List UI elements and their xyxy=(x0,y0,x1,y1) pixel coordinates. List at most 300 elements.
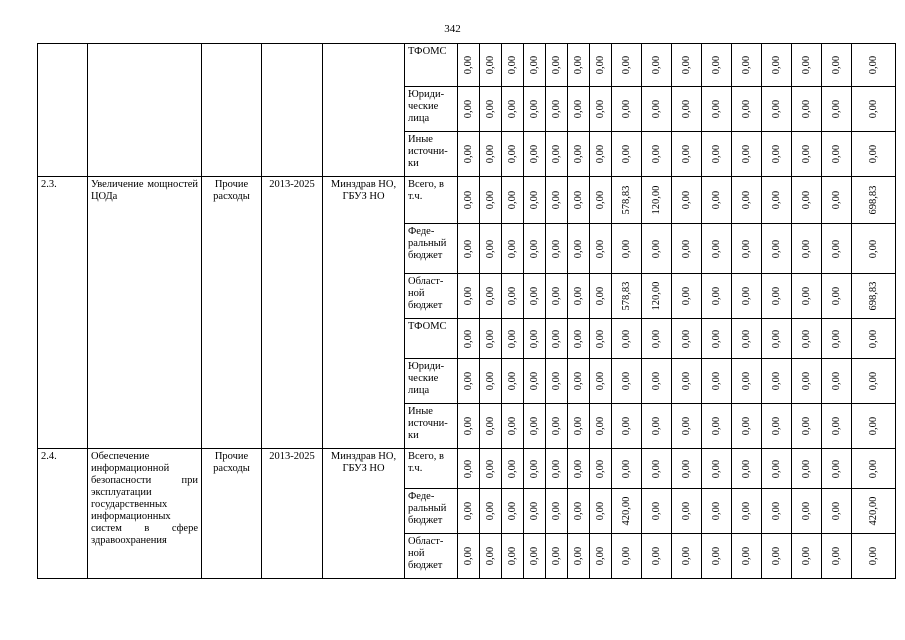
value-cell xyxy=(762,177,792,224)
value-cell xyxy=(672,449,702,489)
period: 2013-2025 xyxy=(262,177,323,449)
value-cell xyxy=(480,359,502,404)
value-cell xyxy=(590,449,612,489)
value-cell xyxy=(762,489,792,534)
value-cell xyxy=(672,319,702,359)
value-text: 0,00 xyxy=(867,546,879,566)
value-text: 0,00 xyxy=(506,459,518,478)
executor: Минздрав НО, ГБУЗ НО xyxy=(323,449,405,579)
value-text: 0,00 xyxy=(620,239,632,258)
value-cell xyxy=(642,489,672,534)
value-cell xyxy=(702,489,732,534)
value-text: 0,00 xyxy=(770,371,782,391)
value-text: 0,00 xyxy=(650,55,662,75)
value-text: 0,00 xyxy=(770,190,782,210)
value-cell xyxy=(546,404,568,449)
value-cell xyxy=(524,44,546,87)
value-cell xyxy=(852,534,896,579)
value-cell xyxy=(458,87,480,132)
value-cell xyxy=(568,87,590,132)
value-cell xyxy=(612,177,642,224)
value-cell xyxy=(568,319,590,359)
source-label: Иные источни-ки xyxy=(405,132,458,177)
value-text: 0,00 xyxy=(462,55,474,75)
value-text: 0,00 xyxy=(572,190,584,210)
value-text: 0,00 xyxy=(484,190,496,210)
value-cell xyxy=(732,87,762,132)
value-cell xyxy=(732,534,762,579)
value-cell xyxy=(762,319,792,359)
value-cell xyxy=(762,132,792,177)
value-text: 0,00 xyxy=(528,329,540,348)
source-label: ТФОМС xyxy=(405,44,458,87)
value-cell xyxy=(480,44,502,87)
source-label: Юриди-ческие лица xyxy=(405,87,458,132)
value-text: 0,00 xyxy=(680,239,692,258)
value-text: 0,00 xyxy=(572,286,584,306)
value-text: 0,00 xyxy=(680,190,692,210)
value-text: 0,00 xyxy=(528,144,540,164)
value-cell xyxy=(480,534,502,579)
value-text: 0,00 xyxy=(770,144,782,164)
value-cell xyxy=(852,44,896,87)
value-text: 0,00 xyxy=(528,239,540,258)
value-cell xyxy=(642,177,672,224)
source-label: Всего, в т.ч. xyxy=(405,449,458,489)
value-text: 698,83 xyxy=(867,281,879,311)
value-cell xyxy=(672,132,702,177)
value-text: 0,00 xyxy=(550,371,562,391)
value-text: 0,00 xyxy=(484,99,496,119)
value-text: 0,00 xyxy=(572,371,584,391)
value-text: 120,00 xyxy=(650,185,662,215)
value-cell xyxy=(612,44,642,87)
budget-table xyxy=(37,43,896,579)
value-text: 0,00 xyxy=(506,55,518,75)
value-text: 0,00 xyxy=(800,459,812,478)
value-text: 0,00 xyxy=(620,371,632,391)
value-text: 0,00 xyxy=(740,371,752,391)
value-cell xyxy=(672,177,702,224)
value-text: 0,00 xyxy=(650,501,662,521)
value-cell xyxy=(732,359,762,404)
value-cell xyxy=(762,274,792,319)
source-label: Област-ной бюджет xyxy=(405,274,458,319)
value-cell xyxy=(852,404,896,449)
value-text: 0,00 xyxy=(484,239,496,258)
value-text: 0,00 xyxy=(650,416,662,436)
item-name: Обеспечение информационной безопасности при эксплуатации государственных информационных систем в сфере здравоохранения xyxy=(88,449,202,579)
value-text: 0,00 xyxy=(680,55,692,75)
value-cell xyxy=(852,132,896,177)
value-text: 0,00 xyxy=(528,55,540,75)
value-cell xyxy=(546,177,568,224)
value-cell xyxy=(524,489,546,534)
value-text: 0,00 xyxy=(594,144,606,164)
value-cell xyxy=(672,359,702,404)
number-cell xyxy=(38,44,88,177)
value-cell xyxy=(642,319,672,359)
value-text: 0,00 xyxy=(550,329,562,348)
value-text: 0,00 xyxy=(484,416,496,436)
value-text: 0,00 xyxy=(770,55,782,75)
value-cell xyxy=(546,534,568,579)
value-text: 0,00 xyxy=(462,286,474,306)
value-cell xyxy=(822,44,852,87)
value-text: 0,00 xyxy=(680,144,692,164)
value-text: 578,83 xyxy=(620,281,632,311)
value-text: 0,00 xyxy=(506,501,518,521)
value-text: 0,00 xyxy=(462,329,474,348)
value-text: 0,00 xyxy=(594,190,606,210)
value-text: 0,00 xyxy=(594,239,606,258)
value-text: 0,00 xyxy=(800,501,812,521)
value-text: 0,00 xyxy=(770,239,782,258)
value-cell xyxy=(480,449,502,489)
value-text: 0,00 xyxy=(620,546,632,566)
value-text: 0,00 xyxy=(594,329,606,348)
value-cell xyxy=(762,87,792,132)
value-text: 0,00 xyxy=(770,286,782,306)
value-cell xyxy=(642,132,672,177)
value-text: 0,00 xyxy=(770,416,782,436)
value-text: 0,00 xyxy=(462,416,474,436)
value-cell xyxy=(480,177,502,224)
value-cell xyxy=(524,404,546,449)
value-text: 0,00 xyxy=(740,546,752,566)
value-text: 420,00 xyxy=(620,496,632,526)
value-text: 0,00 xyxy=(620,329,632,348)
value-text: 0,00 xyxy=(462,501,474,521)
value-text: 0,00 xyxy=(572,501,584,521)
value-cell xyxy=(480,224,502,274)
value-text: 0,00 xyxy=(710,459,722,478)
value-cell xyxy=(852,489,896,534)
value-text: 0,00 xyxy=(484,55,496,75)
table-row xyxy=(38,177,896,224)
value-cell xyxy=(546,359,568,404)
value-text: 0,00 xyxy=(680,546,692,566)
value-cell xyxy=(792,274,822,319)
value-cell xyxy=(590,87,612,132)
value-cell xyxy=(822,87,852,132)
source-label: Феде-ральный бюджет xyxy=(405,224,458,274)
value-cell xyxy=(672,44,702,87)
value-cell xyxy=(792,319,822,359)
item-number: 2.3. xyxy=(38,177,88,449)
value-text: 120,00 xyxy=(650,281,662,311)
value-text: 0,00 xyxy=(572,99,584,119)
value-cell xyxy=(822,177,852,224)
value-cell xyxy=(458,449,480,489)
value-text: 0,00 xyxy=(550,239,562,258)
value-cell xyxy=(590,534,612,579)
value-cell xyxy=(546,489,568,534)
value-text: 0,00 xyxy=(462,190,474,210)
value-cell xyxy=(458,177,480,224)
value-text: 0,00 xyxy=(506,546,518,566)
value-text: 0,00 xyxy=(867,329,879,348)
value-text: 0,00 xyxy=(830,546,842,566)
value-text: 0,00 xyxy=(680,99,692,119)
value-cell xyxy=(792,489,822,534)
value-text: 0,00 xyxy=(867,416,879,436)
value-cell xyxy=(458,489,480,534)
value-cell xyxy=(458,274,480,319)
value-cell xyxy=(524,359,546,404)
value-text: 0,00 xyxy=(800,55,812,75)
value-cell xyxy=(702,177,732,224)
value-cell xyxy=(612,319,642,359)
value-text: 0,00 xyxy=(550,416,562,436)
value-text: 0,00 xyxy=(620,416,632,436)
value-text: 0,00 xyxy=(572,239,584,258)
value-cell xyxy=(852,177,896,224)
value-text: 0,00 xyxy=(506,190,518,210)
value-cell xyxy=(822,224,852,274)
value-text: 0,00 xyxy=(800,99,812,119)
value-text: 0,00 xyxy=(710,286,722,306)
value-text: 0,00 xyxy=(680,459,692,478)
source-label: Всего, в т.ч. xyxy=(405,177,458,224)
value-text: 0,00 xyxy=(550,501,562,521)
value-cell xyxy=(524,274,546,319)
expense-type-cell xyxy=(202,44,262,177)
value-text: 0,00 xyxy=(620,99,632,119)
period-cell xyxy=(262,44,323,177)
value-cell xyxy=(546,132,568,177)
value-cell xyxy=(642,87,672,132)
value-cell xyxy=(480,489,502,534)
value-text: 0,00 xyxy=(800,239,812,258)
value-text: 0,00 xyxy=(462,144,474,164)
value-text: 0,00 xyxy=(710,190,722,210)
value-text: 0,00 xyxy=(594,546,606,566)
value-cell xyxy=(732,224,762,274)
value-cell xyxy=(480,404,502,449)
period: 2013-2025 xyxy=(262,449,323,579)
value-text: 0,00 xyxy=(650,459,662,478)
value-cell xyxy=(590,224,612,274)
value-text: 0,00 xyxy=(680,501,692,521)
value-text: 0,00 xyxy=(680,329,692,348)
value-cell xyxy=(822,319,852,359)
table-row xyxy=(38,44,896,87)
value-text: 0,00 xyxy=(528,416,540,436)
value-cell xyxy=(762,359,792,404)
value-text: 0,00 xyxy=(740,459,752,478)
value-text: 0,00 xyxy=(620,144,632,164)
value-cell xyxy=(502,404,524,449)
value-text: 0,00 xyxy=(594,459,606,478)
value-text: 0,00 xyxy=(594,371,606,391)
value-text: 0,00 xyxy=(484,286,496,306)
value-cell xyxy=(702,44,732,87)
value-text: 0,00 xyxy=(484,144,496,164)
value-cell xyxy=(458,534,480,579)
value-text: 0,00 xyxy=(800,190,812,210)
value-text: 0,00 xyxy=(740,144,752,164)
value-text: 0,00 xyxy=(800,286,812,306)
value-cell xyxy=(612,87,642,132)
value-cell xyxy=(502,177,524,224)
value-text: 0,00 xyxy=(740,55,752,75)
value-cell xyxy=(502,359,524,404)
value-text: 0,00 xyxy=(867,55,879,75)
value-cell xyxy=(524,224,546,274)
value-text: 0,00 xyxy=(550,99,562,119)
value-text: 0,00 xyxy=(710,501,722,521)
value-cell xyxy=(852,87,896,132)
value-cell xyxy=(642,224,672,274)
value-cell xyxy=(792,359,822,404)
value-cell xyxy=(702,87,732,132)
value-cell xyxy=(762,534,792,579)
value-text: 0,00 xyxy=(800,329,812,348)
value-cell xyxy=(732,274,762,319)
value-cell xyxy=(524,177,546,224)
expense-type: Прочие расходы xyxy=(202,177,262,449)
value-cell xyxy=(612,132,642,177)
value-text: 0,00 xyxy=(830,239,842,258)
value-cell xyxy=(642,359,672,404)
value-cell xyxy=(546,319,568,359)
value-text: 0,00 xyxy=(594,99,606,119)
value-cell xyxy=(672,274,702,319)
value-cell xyxy=(458,319,480,359)
value-cell xyxy=(458,404,480,449)
value-cell xyxy=(642,44,672,87)
value-text: 0,00 xyxy=(572,144,584,164)
source-label: Юриди-ческие лица xyxy=(405,359,458,404)
value-cell xyxy=(480,87,502,132)
value-text: 0,00 xyxy=(462,371,474,391)
value-cell xyxy=(762,449,792,489)
value-text: 0,00 xyxy=(867,459,879,478)
value-cell xyxy=(502,44,524,87)
value-text: 0,00 xyxy=(830,99,842,119)
value-text: 0,00 xyxy=(462,99,474,119)
value-cell xyxy=(672,489,702,534)
value-cell xyxy=(732,44,762,87)
page-number: 342 xyxy=(444,23,461,35)
value-cell xyxy=(702,359,732,404)
value-cell xyxy=(702,319,732,359)
value-cell xyxy=(822,274,852,319)
value-cell xyxy=(458,224,480,274)
value-cell xyxy=(792,44,822,87)
value-cell xyxy=(792,404,822,449)
value-text: 0,00 xyxy=(830,190,842,210)
value-cell xyxy=(852,319,896,359)
value-text: 0,00 xyxy=(528,99,540,119)
value-text: 0,00 xyxy=(620,459,632,478)
value-text: 0,00 xyxy=(650,144,662,164)
value-cell xyxy=(524,132,546,177)
value-cell xyxy=(568,274,590,319)
value-text: 0,00 xyxy=(680,416,692,436)
value-cell xyxy=(590,274,612,319)
value-cell xyxy=(568,224,590,274)
source-label: Иные источни-ки xyxy=(405,404,458,449)
value-text: 0,00 xyxy=(506,239,518,258)
value-cell xyxy=(672,404,702,449)
value-text: 0,00 xyxy=(740,416,752,436)
value-cell xyxy=(642,274,672,319)
value-cell xyxy=(792,87,822,132)
value-cell xyxy=(502,489,524,534)
value-text: 0,00 xyxy=(506,286,518,306)
value-cell xyxy=(732,177,762,224)
value-text: 0,00 xyxy=(710,99,722,119)
value-text: 0,00 xyxy=(528,371,540,391)
value-cell xyxy=(546,224,568,274)
value-cell xyxy=(702,274,732,319)
value-cell xyxy=(792,224,822,274)
executor: Минздрав НО, ГБУЗ НО xyxy=(323,177,405,449)
value-text: 0,00 xyxy=(740,329,752,348)
value-text: 0,00 xyxy=(830,329,842,348)
value-cell xyxy=(642,534,672,579)
value-cell xyxy=(502,224,524,274)
value-text: 0,00 xyxy=(528,286,540,306)
value-text: 698,83 xyxy=(867,185,879,215)
value-cell xyxy=(702,132,732,177)
value-text: 0,00 xyxy=(740,286,752,306)
value-text: 0,00 xyxy=(550,144,562,164)
item-name: Увеличение мощностей ЦОДа xyxy=(88,177,202,449)
value-text: 0,00 xyxy=(710,416,722,436)
value-cell xyxy=(524,534,546,579)
value-text: 0,00 xyxy=(770,99,782,119)
value-cell xyxy=(672,87,702,132)
value-text: 0,00 xyxy=(506,371,518,391)
value-text: 0,00 xyxy=(572,55,584,75)
value-cell xyxy=(502,319,524,359)
value-text: 0,00 xyxy=(594,286,606,306)
value-cell xyxy=(480,319,502,359)
value-text: 0,00 xyxy=(680,371,692,391)
value-text: 0,00 xyxy=(830,144,842,164)
value-cell xyxy=(590,489,612,534)
value-text: 0,00 xyxy=(620,55,632,75)
value-cell xyxy=(590,404,612,449)
value-text: 0,00 xyxy=(506,416,518,436)
value-text: 0,00 xyxy=(800,546,812,566)
value-text: 0,00 xyxy=(528,190,540,210)
value-cell xyxy=(568,359,590,404)
value-text: 0,00 xyxy=(867,144,879,164)
value-text: 0,00 xyxy=(830,371,842,391)
value-text: 0,00 xyxy=(528,546,540,566)
source-label: Феде-ральный бюджет xyxy=(405,489,458,534)
value-cell xyxy=(732,319,762,359)
value-cell xyxy=(762,404,792,449)
value-cell xyxy=(612,534,642,579)
value-text: 0,00 xyxy=(710,371,722,391)
value-text: 0,00 xyxy=(800,416,812,436)
value-cell xyxy=(732,449,762,489)
value-cell xyxy=(732,489,762,534)
value-text: 0,00 xyxy=(462,546,474,566)
executor-cell xyxy=(323,44,405,177)
value-cell xyxy=(792,534,822,579)
value-cell xyxy=(672,534,702,579)
value-text: 0,00 xyxy=(484,546,496,566)
value-text: 0,00 xyxy=(528,459,540,478)
value-text: 0,00 xyxy=(550,286,562,306)
value-text: 0,00 xyxy=(594,501,606,521)
